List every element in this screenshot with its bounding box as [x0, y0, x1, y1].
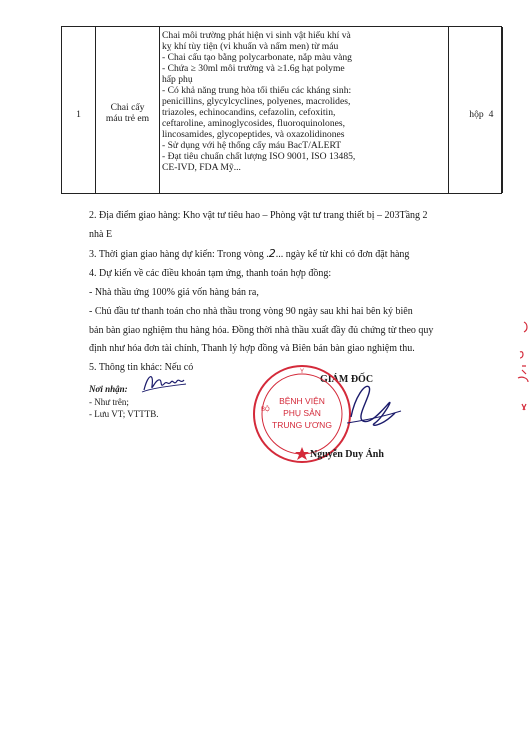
- description-line: - Chai cấu tạo bằng polycarbonate, nắp màu vàng: [162, 52, 352, 63]
- unit: hộp: [469, 109, 484, 120]
- payment-line: - Chủ đầu tư thanh toán cho nhà thầu trong vòng 90 ngày sau khi hai bên ký biên: [89, 306, 413, 317]
- delivery-location-cont: nhà E: [89, 229, 113, 240]
- product-name-line: máu trẻ em: [105, 113, 150, 124]
- product-name: [96, 102, 159, 124]
- table-divider: [502, 27, 503, 193]
- description-line: lincosamides, glycopeptides, và oxazolidinones: [162, 129, 345, 140]
- svg-text:Y: Y: [299, 369, 305, 375]
- svg-text:BỆNH VIỆN: BỆNH VIỆN: [279, 396, 325, 406]
- product-description: [162, 30, 447, 173]
- svg-text:TRUNG ƯƠNG: TRUNG ƯƠNG: [272, 420, 332, 430]
- recipient-item: - Lưu VT; VTTTB.: [89, 409, 159, 419]
- svg-text:PHỤ SẢN: PHỤ SẢN: [283, 408, 321, 418]
- table-divider: [448, 27, 449, 193]
- other-info: 5. Thông tin khác: Nếu có: [89, 362, 194, 373]
- description-line: CE-IVD, FDA Mỹ...: [162, 162, 241, 173]
- description-line: - Có khả năng trung hòa tối thiểu các kháng sinh:: [162, 85, 352, 96]
- description-line: - Chứa ≥ 30ml môi trường và ≥1.6g hạt polyme: [162, 63, 345, 74]
- director-name: Nguyễn Duy Ánh: [310, 449, 384, 460]
- payment-line: bản bàn giao nghiệm thu hàng hóa. Đồng thời nhà thầu xuất đầy đủ chứng từ theo quy: [89, 325, 434, 336]
- svg-text:BỘ: BỘ: [261, 407, 270, 413]
- product-name-line: Chai cấy: [110, 102, 145, 113]
- payment-terms-title: 4. Dự kiến về các điều khoản tạm ứng, thanh toán hợp đồng:: [89, 268, 332, 279]
- description-line: kỵ khí tùy tiện (vi khuẩn và nấm men) từ máu: [162, 41, 339, 52]
- description-line: triazoles, echinocandins, cefazolin, cefoxitin,: [162, 107, 336, 118]
- quantity: 4: [488, 109, 494, 120]
- advance-payment: - Nhà thầu ứng 100% giá vốn hàng bán ra,: [89, 287, 259, 298]
- row-number: 1: [76, 109, 81, 120]
- director-signature: [345, 377, 405, 433]
- product-table: [61, 26, 502, 194]
- adjacent-seal-fragment: [510, 318, 530, 418]
- director-title: GIÁM ĐỐC: [320, 374, 374, 385]
- handwritten-days-value: 2: [268, 247, 276, 260]
- payment-line: định như hóa đơn tài chính, Thanh lý hợp đồng và Biên bản bàn giao nghiệm thu.: [89, 343, 415, 354]
- initials-signature: [140, 368, 188, 398]
- recipients-label: [89, 383, 128, 395]
- delivery-time-prefix: 3. Thời gian giao hàng dự kiến: Trong vòng: [89, 249, 264, 260]
- table-divider: [159, 27, 160, 193]
- delivery-location: 2. Địa điểm giao hàng: Kho vật tư tiêu hao – Phòng vật tư trang thiết bị – 203Tầng 2: [89, 210, 428, 221]
- description-line: - Sử dụng với hệ thống cấy máu BacT/ALERT: [162, 140, 342, 151]
- recipient-item: - Như trên;: [89, 397, 129, 407]
- recipients-heading: Nơi nhận:: [89, 384, 128, 394]
- delivery-time-suffix: ngày kể từ khi có đơn đặt hàng: [285, 249, 410, 260]
- description-line: - Đạt tiêu chuẩn chất lượng ISO 9001, ISO 13485,: [162, 151, 356, 162]
- description-line: penicillins, glycylcyclines, polyenes, macrolides,: [162, 96, 351, 107]
- delivery-time: [89, 248, 469, 261]
- description-line: Chai môi trường phát hiện vi sinh vật hiếu khí và: [162, 30, 351, 41]
- description-line: ceftaroline, aminoglycosides, fluoroquinolones,: [162, 118, 346, 129]
- description-line: hấp phụ: [162, 74, 193, 85]
- handwritten-days: .2...: [266, 247, 284, 260]
